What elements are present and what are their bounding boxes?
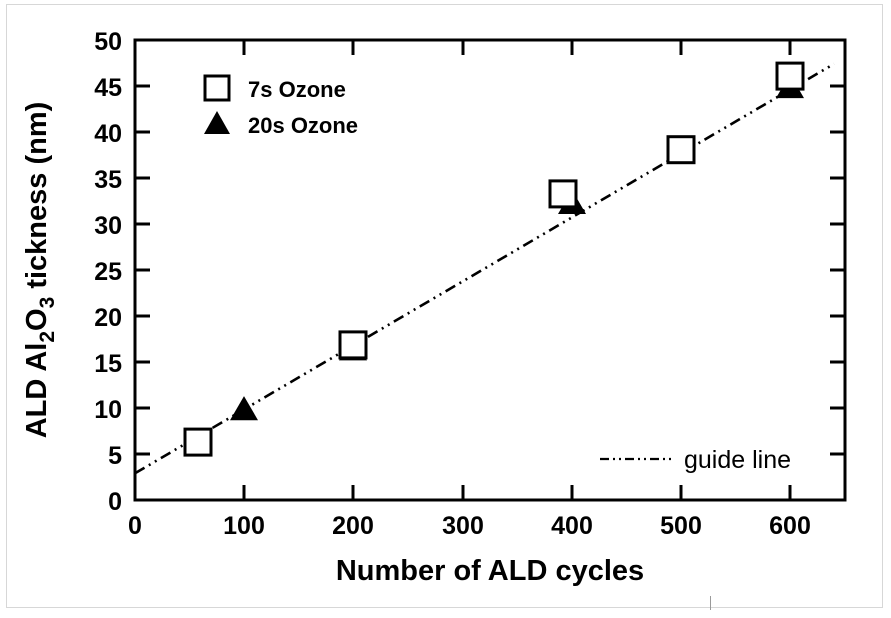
guide-line-legend xyxy=(600,446,791,474)
data-point-square xyxy=(777,63,803,89)
x-axis-title: Number of ALD cycles xyxy=(335,555,645,587)
x-tick-label: 200 xyxy=(332,512,374,540)
legend-label-20s-ozone: 20s Ozone xyxy=(248,113,359,138)
x-axis-ticks xyxy=(135,40,790,500)
legend-marker-open-square xyxy=(205,76,229,100)
y-tick-label: 20 xyxy=(94,304,122,332)
y-tick-label: 45 xyxy=(94,74,122,102)
y-axis-title-sub1: 2 xyxy=(36,330,59,343)
legend-marker-filled-triangle xyxy=(204,111,230,134)
legend-label-guide-line: guide line xyxy=(684,446,792,474)
y-tick-label: 25 xyxy=(94,258,122,286)
y-tick-label: 0 xyxy=(108,488,122,516)
y-tick-label: 10 xyxy=(94,396,122,424)
x-tick-label: 600 xyxy=(769,512,811,540)
y-axis-title xyxy=(21,102,59,439)
y-tick-label: 5 xyxy=(108,442,122,470)
data-point-square xyxy=(668,137,694,163)
y-tick-label: 30 xyxy=(94,212,122,240)
data-point-square xyxy=(550,181,576,207)
y-axis-title-post: tickness (nm) xyxy=(21,101,53,297)
chart-legend xyxy=(204,76,358,138)
data-point-square xyxy=(185,429,211,455)
y-tick-label: 50 xyxy=(94,28,122,56)
x-tick-label: 400 xyxy=(551,512,593,540)
y-axis-title-pre: ALD Al xyxy=(21,342,53,439)
x-tick-labels xyxy=(128,512,811,540)
legend-label-7s-ozone: 7s Ozone xyxy=(248,77,346,102)
x-tick-label: 0 xyxy=(128,512,142,540)
y-tick-labels xyxy=(94,28,122,516)
y-tick-label: 15 xyxy=(94,350,122,378)
scan-artifact-mark xyxy=(710,596,711,610)
x-tick-label: 100 xyxy=(223,512,265,540)
x-tick-label: 300 xyxy=(442,512,484,540)
x-tick-label: 500 xyxy=(660,512,702,540)
axes-frame xyxy=(135,40,845,500)
svg-text:ALD Al2O3 tickness (nm) xyxy=(21,102,59,439)
y-axis-title-mid: O xyxy=(21,308,53,331)
y-axis-ticks xyxy=(135,40,845,500)
y-axis-title-sub2: 3 xyxy=(36,296,59,309)
y-tick-label: 40 xyxy=(94,120,122,148)
y-tick-label: 35 xyxy=(94,166,122,194)
data-point-triangle xyxy=(230,396,258,420)
data-point-square xyxy=(340,332,366,358)
